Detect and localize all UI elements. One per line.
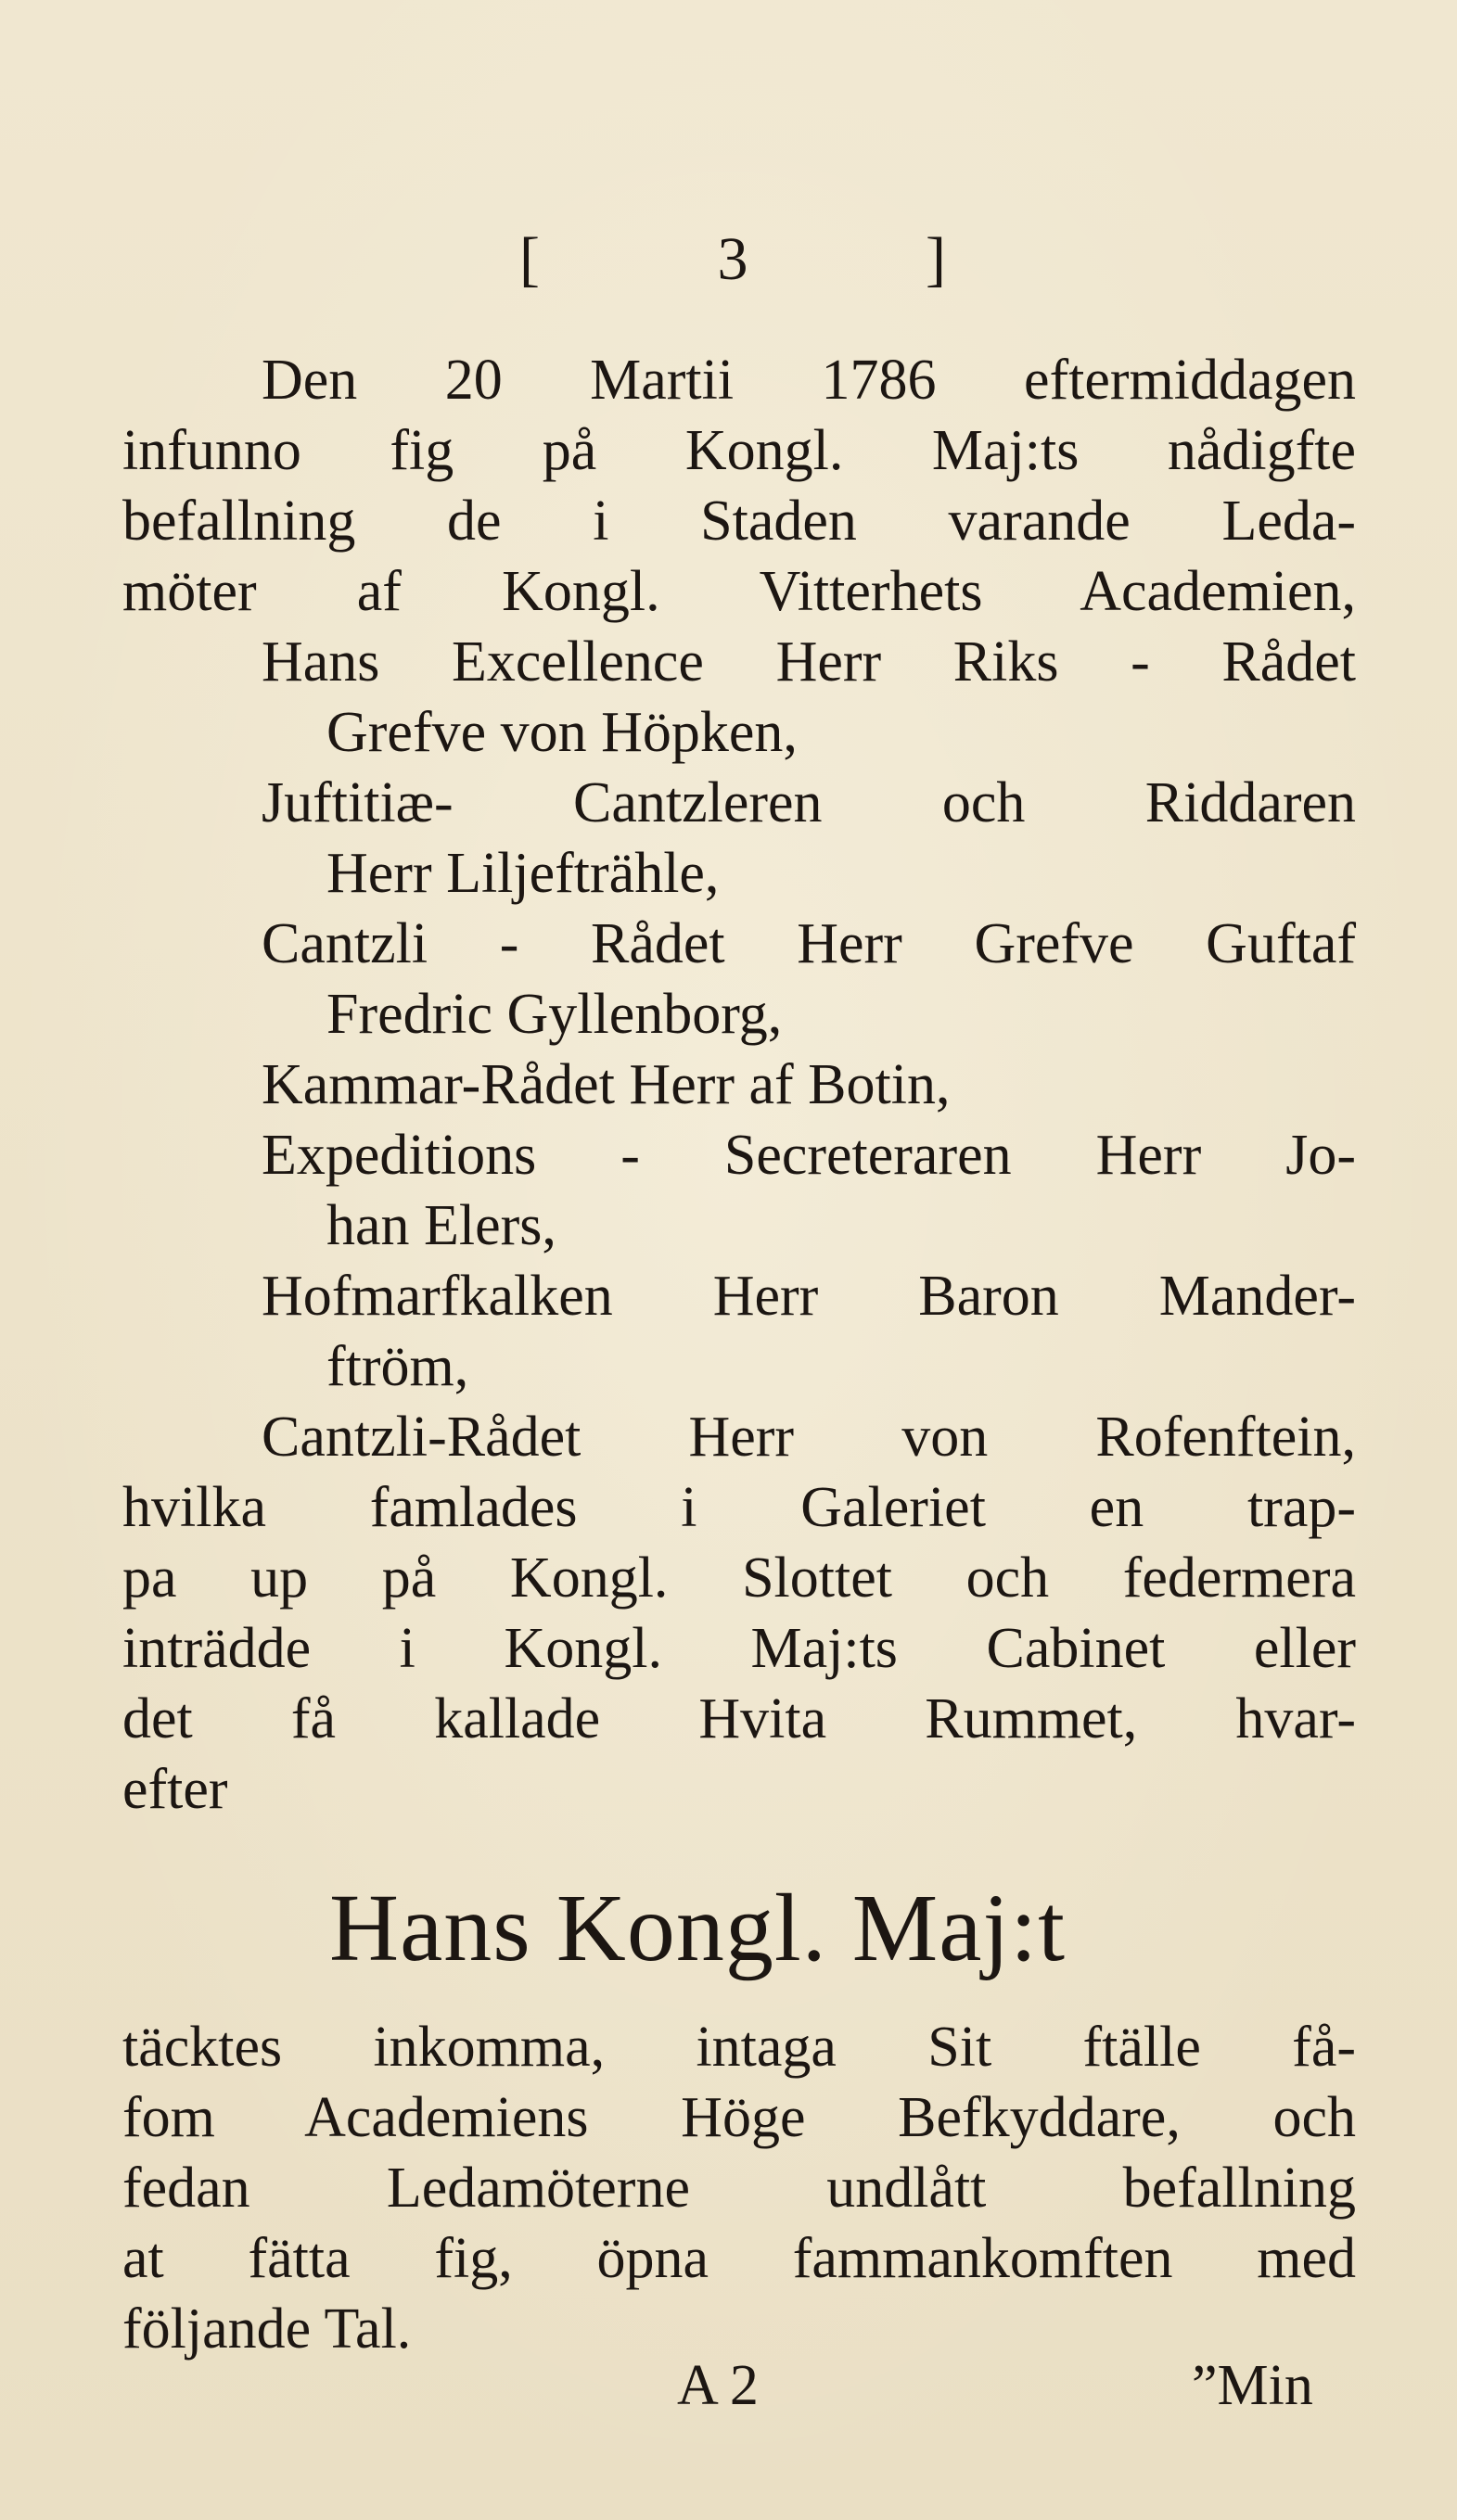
catchword: ”Min — [1192, 2354, 1313, 2417]
paragraph1-line-3: befallning de i Staden varande Leda- — [122, 490, 1356, 553]
member-1-line-2: Grefve von Höpken, — [326, 701, 798, 764]
member-1-line-1: Hans Excellence Herr Riks - Rådet — [262, 630, 1356, 694]
paragraph1-line-2: infunno fig på Kongl. Maj:ts nådigfte — [122, 419, 1356, 482]
member-5-line-2: han Elers, — [326, 1194, 556, 1257]
member-6-line-2: ftröm, — [326, 1335, 469, 1398]
paragraph3-line-3: fedan Ledamöterne undlått befallning — [122, 2157, 1356, 2220]
member-2-line-1: Juftitiæ- Cantzleren och Riddaren — [262, 771, 1356, 834]
page-header — [519, 218, 946, 301]
paragraph2-line-5: det få kallade Hvita Rummet, hvar- — [122, 1687, 1356, 1750]
paragraph3-line-4: at fätta fig, öpna fammankomften med — [122, 2227, 1356, 2290]
member-2-line-2: Herr Liljefträhle, — [326, 842, 720, 905]
section-heading: Hans Kongl. Maj:t — [329, 1875, 1067, 1981]
paragraph3-line-1: täcktes inkomma, intaga Sit ftälle få- — [122, 2016, 1356, 2079]
page-number: 3 — [717, 225, 748, 293]
bracket-open: [ — [519, 225, 540, 293]
member-5-line-1: Expeditions - Secreteraren Herr Jo- — [262, 1124, 1356, 1187]
paragraph1-line-1: Den 20 Martii 1786 eftermiddagen — [262, 349, 1356, 412]
paragraph2-line-3: pa up på Kongl. Slottet och federmera — [122, 1546, 1356, 1610]
paragraph2-line-1: Cantzli-Rådet Herr von Rofenftein, — [262, 1406, 1356, 1469]
paragraph2-line-2: hvilka famlades i Galeriet en trap- — [122, 1476, 1356, 1539]
paragraph3-line-5: följande Tal. — [122, 2297, 412, 2361]
member-6-line-1: Hofmarfkalken Herr Baron Mander- — [262, 1265, 1356, 1328]
paragraph1-line-4: möter af Kongl. Vitterhets Academien, — [122, 560, 1356, 623]
member-3-line-2: Fredric Gyllenborg, — [326, 983, 783, 1046]
paragraph2-line-4: inträdde i Kongl. Maj:ts Cabinet eller — [122, 1617, 1356, 1680]
paragraph3-line-2: fom Academiens Höge Befkyddare, och — [122, 2086, 1356, 2149]
member-4-line-1: Kammar-Rådet Herr af Botin, — [262, 1053, 951, 1116]
member-3-line-1: Cantzli - Rådet Herr Grefve Guftaf — [262, 912, 1356, 975]
paragraph2-line-6: efter — [122, 1758, 228, 1821]
signature-mark: A 2 — [677, 2354, 759, 2417]
bracket-close: ] — [926, 225, 946, 293]
